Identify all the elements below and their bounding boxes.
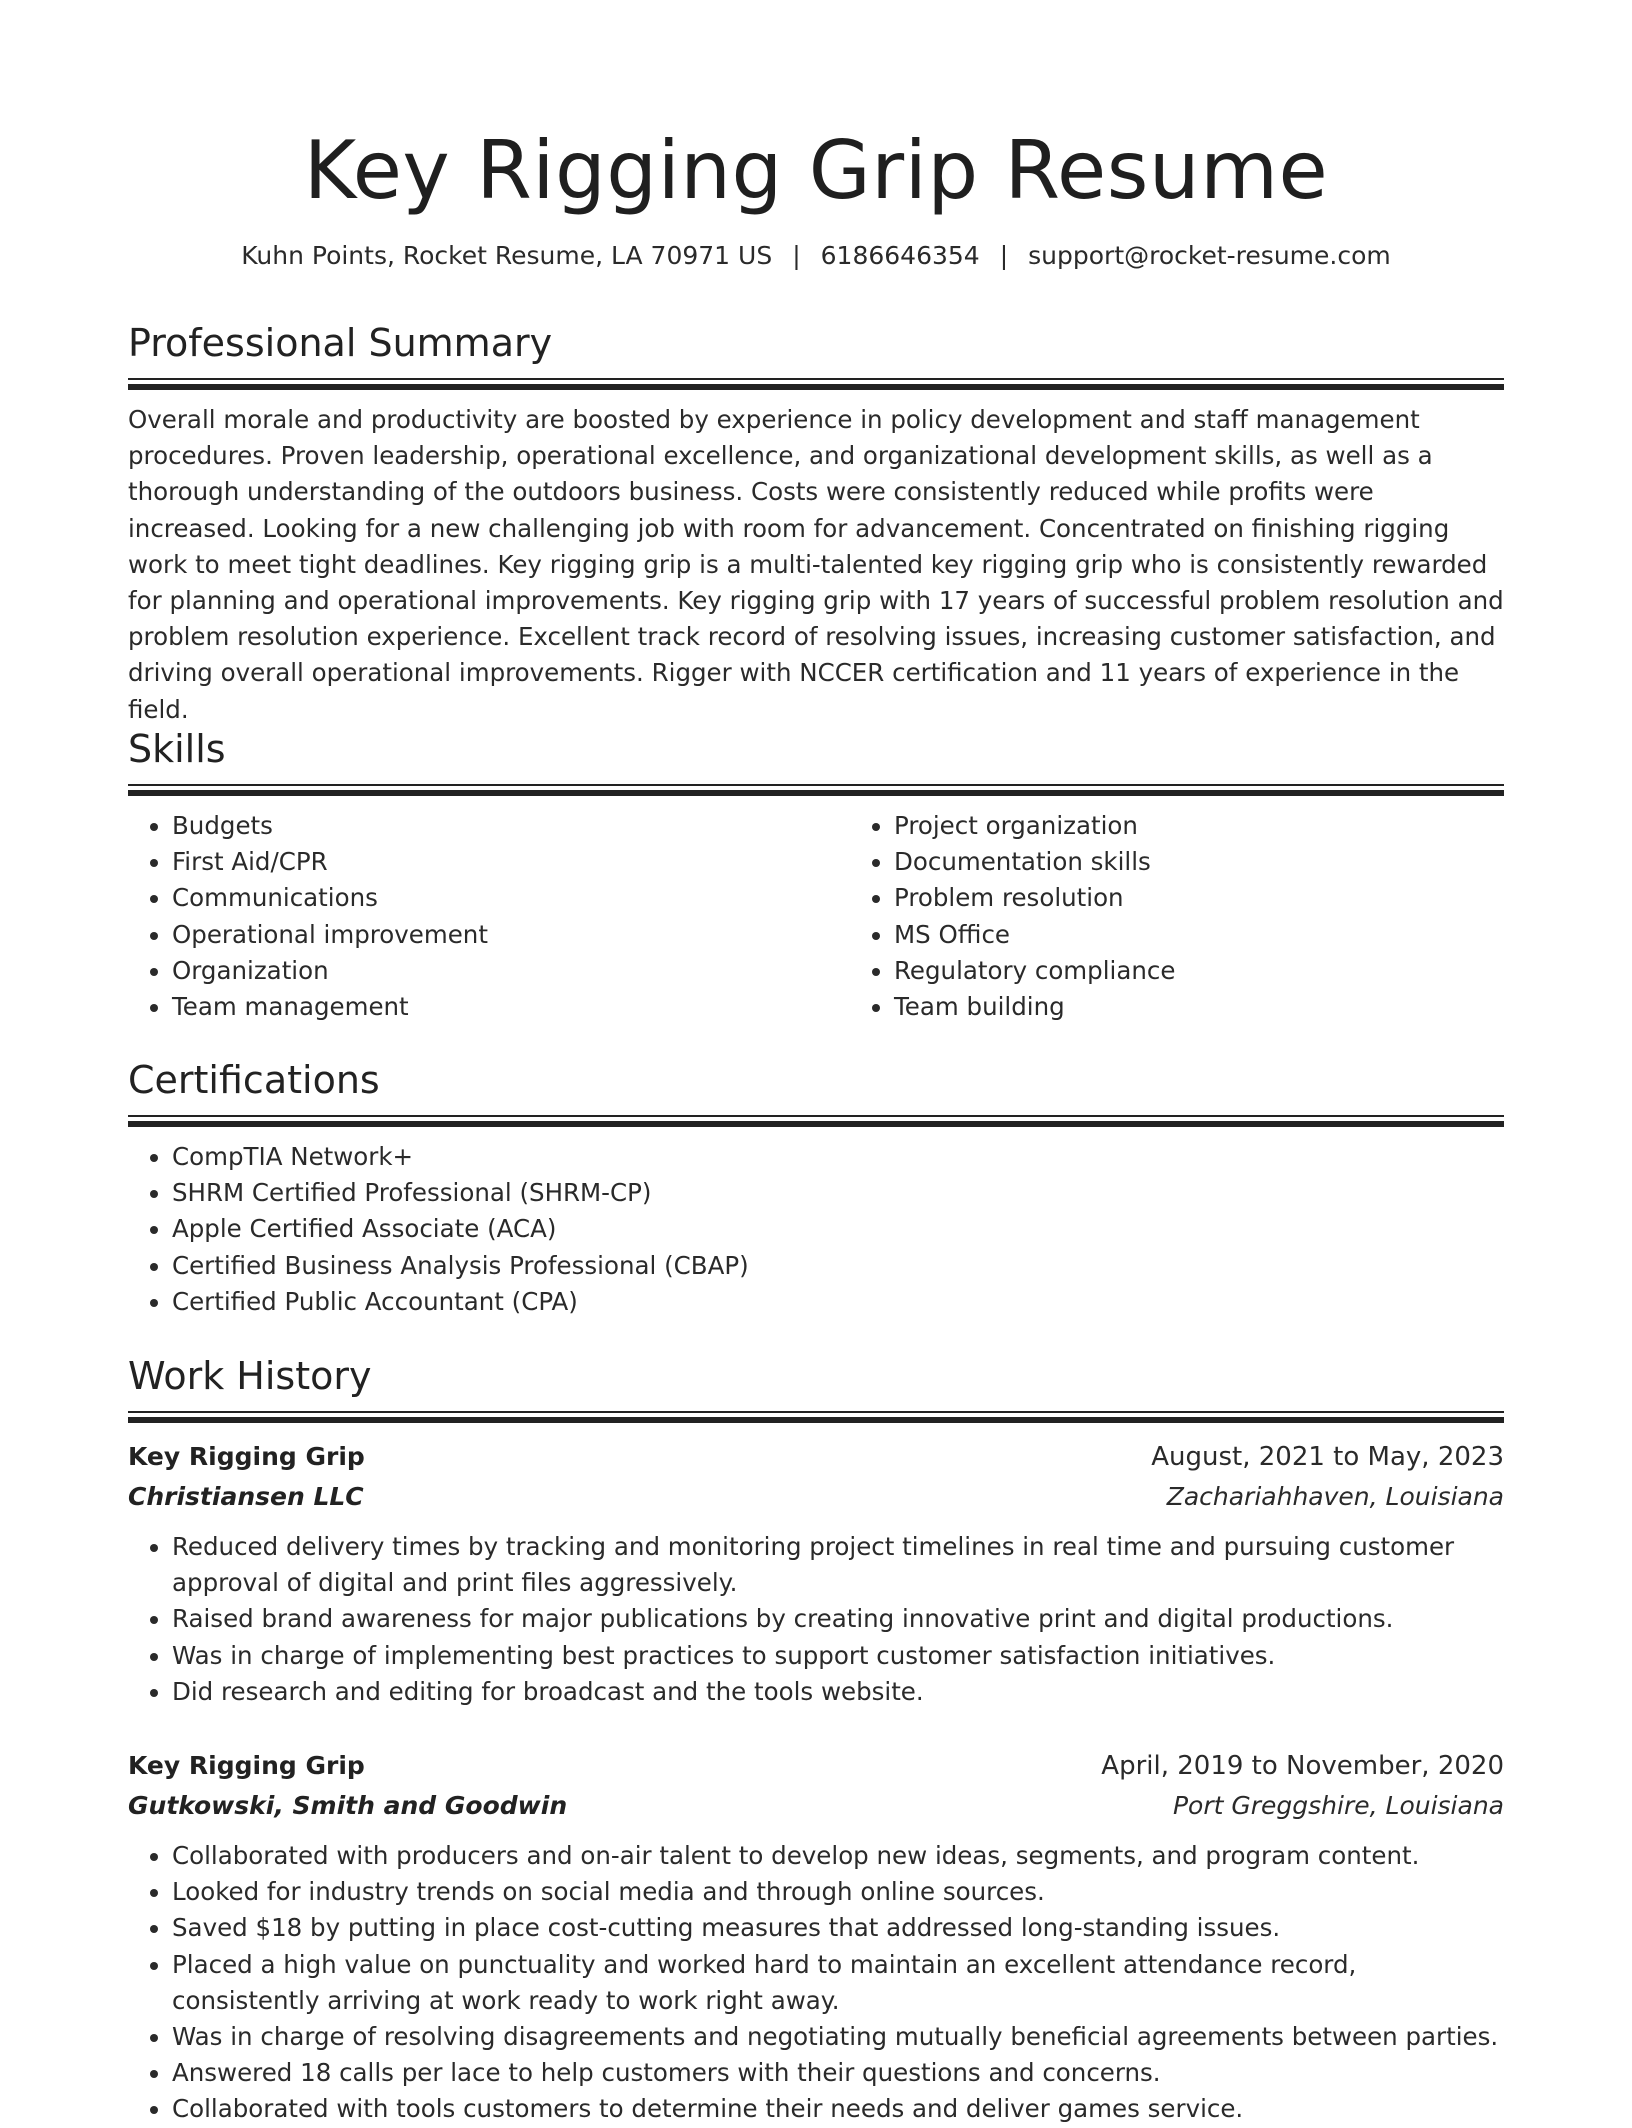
skills-list-right <box>850 808 1572 1025</box>
job-bullet: • Placed a high value on punctuality and worked hard to maintain an excellent attendance record, consistently arriving at work ready to work right away. <box>172 1947 1504 2019</box>
job-entry <box>128 1437 1504 1710</box>
resume-title: Key Rigging Grip Resume <box>303 124 1329 217</box>
skills-heading: Skills <box>128 727 226 771</box>
section-divider <box>128 784 1504 798</box>
skill-item: • MS Office <box>894 917 1572 953</box>
contact-separator: | <box>792 241 801 270</box>
job-header-row <box>128 1437 1504 1477</box>
job-bullet: • Reduced delivery times by tracking and monitoring project timelines in real time and pursuing customer approval of digital and print files aggressively. <box>172 1529 1504 1601</box>
job-bullet: • Collaborated with tools customers to determine their needs and deliver games service. <box>172 2091 1504 2127</box>
certification-item: • Certified Public Accountant (CPA) <box>172 1284 1504 1320</box>
job-company-row <box>128 1477 1504 1517</box>
job-bullets <box>128 1529 1504 1710</box>
section-divider <box>128 378 1504 392</box>
skill-item: • Organization <box>172 953 850 989</box>
skills-list-left <box>128 808 850 1025</box>
certifications-heading: Certifications <box>128 1058 380 1102</box>
job-location: Zachariahhaven, Louisiana <box>1166 1482 1504 1511</box>
skill-item: • Project organization <box>894 808 1572 844</box>
certification-item: • Apple Certified Associate (ACA) <box>172 1211 1504 1247</box>
skills-section <box>128 724 1504 1025</box>
skill-item: • Documentation skills <box>894 844 1572 880</box>
job-header-row <box>128 1746 1504 1786</box>
phone-text: 6186646354 <box>820 241 980 270</box>
skill-item: • Team building <box>894 989 1572 1025</box>
work-history-heading: Work History <box>128 1354 372 1398</box>
job-bullet: • Was in charge of implementing best practices to support customer satisfaction initiatives. <box>172 1638 1504 1674</box>
job-bullet: • Raised brand awareness for major publications by creating innovative print and digital productions. <box>172 1601 1504 1637</box>
job-bullet: • Was in charge of resolving disagreements and negotiating mutually beneficial agreements between parties. <box>172 2019 1504 2055</box>
contact-separator: | <box>999 241 1009 270</box>
section-divider <box>128 1115 1504 1129</box>
job-bullet: • Did research and editing for broadcast and the tools website. <box>172 1674 1504 1710</box>
job-title: Key Rigging Grip <box>128 1751 365 1781</box>
summary-paragraph: Overall morale and productivity are boosted by experience in policy development and staff management procedures. Proven leadership, operational excellence, and organizational development skills, as well as a thorough understanding of the outdoors business. Costs were consistently reduced while profits were increased. Looking for a new challenging job with room for advancement. Concentrated on finishing rigging work to meet tight deadlines. Key rigging grip is a multi-talented key rigging grip who is consistently rewarded for planning and operational improvements. Key rigging grip with 17 years of successful problem resolution and problem resolution experience. Excellent track record of resolving issues, increasing customer satisfaction, and driving overall operational improvements. Rigger with NCCER certification and 11 years of experience in the field. <box>128 405 1504 724</box>
job-title: Key Rigging Grip <box>128 1442 365 1471</box>
skill-item: • Team management <box>172 989 850 1025</box>
job-bullet: • Looked for industry trends on social media and through online sources. <box>172 1874 1504 1910</box>
job-company: Christiansen LLC <box>128 1482 364 1511</box>
address-text: Kuhn Points, Rocket Resume, LA 70971 US <box>241 241 773 270</box>
job-dates: August, 2021 to May, 2023 <box>1151 1442 1504 1472</box>
skill-item: • Operational improvement <box>172 917 850 953</box>
email-text: support@rocket-resume.com <box>1028 241 1391 270</box>
skill-item: • Communications <box>172 880 850 916</box>
job-dates: April, 2019 to November, 2020 <box>1101 1751 1504 1782</box>
certification-item: • CompTIA Network+ <box>172 1139 1504 1175</box>
certification-item: • Certified Business Analysis Professional (CBAP) <box>172 1248 1504 1284</box>
section-divider <box>128 1411 1504 1425</box>
summary-section <box>128 318 1504 728</box>
work-history-section <box>128 1351 1504 2128</box>
certifications-section <box>128 1055 1504 1320</box>
job-company-row <box>128 1786 1504 1826</box>
certification-item: • SHRM Certified Professional (SHRM-CP) <box>172 1175 1504 1211</box>
job-entry <box>128 1746 1504 2128</box>
job-company: Gutkowski, Smith and Goodwin <box>128 1791 568 1821</box>
skill-item: • Budgets <box>172 808 850 844</box>
skill-item: • First Aid/CPR <box>172 844 850 880</box>
skill-item: • Problem resolution <box>894 880 1572 916</box>
job-bullet: • Answered 18 calls per lace to help customers with their questions and concerns. <box>172 2055 1504 2091</box>
certifications-list <box>128 1139 1504 1320</box>
job-bullet: • Saved $18 by putting in place cost-cutting measures that addressed long-standing issues. <box>172 1910 1504 1946</box>
summary-heading: Professional Summary <box>128 321 553 365</box>
job-location: Port Greggshire, Louisiana <box>1172 1791 1504 1821</box>
skill-item: • Regulatory compliance <box>894 953 1572 989</box>
job-bullet: • Collaborated with producers and on-air talent to develop new ideas, segments, and program content. <box>172 1838 1504 1874</box>
job-bullets <box>128 1838 1504 2128</box>
contact-line <box>128 238 1504 274</box>
skills-grid <box>128 798 1504 1025</box>
